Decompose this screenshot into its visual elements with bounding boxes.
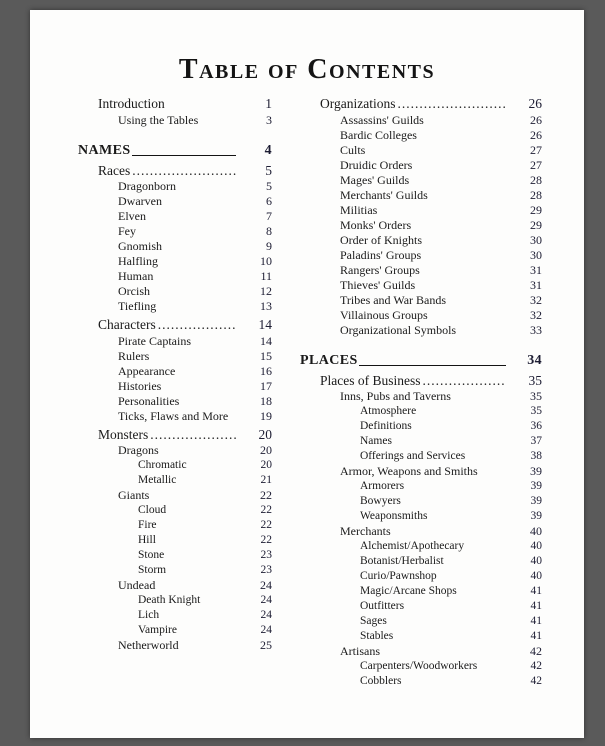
toc-entry-label: Ticks, Flaws and More [118,408,229,423]
toc-entry[interactable] [78,593,272,608]
toc-entry[interactable] [300,113,542,128]
toc-entry-page-number: 39 [530,480,542,492]
toc-entry[interactable] [78,518,272,533]
toc-entry-page-number: 38 [530,450,542,462]
toc-entry[interactable] [78,608,272,623]
toc-entry-label: Introduction [98,96,165,111]
toc-entry-page-number: 19 [260,408,272,423]
toc-entry[interactable] [78,394,272,409]
page-title: Table of Contents [178,54,436,85]
toc-entry[interactable] [78,427,272,444]
toc-entry-page-number: 41 [530,600,542,612]
toc-entry-label: Vampire [138,624,177,636]
toc-entry-page-number: 26 [530,112,542,127]
toc-column-right [300,93,542,689]
toc-entry-label: Villainous Groups [340,307,428,322]
toc-entry[interactable] [78,299,272,314]
toc-entry[interactable] [300,173,542,188]
toc-entry-page-number: 32 [530,292,542,307]
toc-entry-page-number: 8 [266,224,272,238]
toc-entry-page-number: 15 [260,348,272,363]
toc-entry-page-number: 25 [260,638,272,652]
toc-entry[interactable] [78,284,272,299]
toc-entry[interactable] [300,449,542,464]
toc-entry-page-number: 10 [260,254,272,268]
toc-entry-label: Cobblers [360,675,402,687]
toc-entry[interactable] [300,509,542,524]
toc-entry[interactable] [300,419,542,434]
toc-entry-page-number: 26 [528,96,542,111]
toc-entry[interactable] [300,96,542,113]
toc-entry[interactable] [78,578,272,593]
toc-entry-page-number: 12 [260,284,272,298]
toc-entry-label: Undead [118,578,156,592]
toc-column-left [78,93,272,689]
toc-entry-page-number: 16 [260,363,272,378]
toc-entry-label: Organizational Symbols [340,322,457,337]
toc-leader [158,317,236,334]
toc-entry[interactable] [300,351,542,370]
toc-entry[interactable] [78,443,272,458]
toc-entry-page-number: 27 [530,142,542,157]
toc-entry-label: Botanist/Herbalist [360,555,444,567]
toc-entry-page-number: 40 [530,570,542,582]
toc-entry-page-number: 30 [530,247,542,262]
toc-entry-page-number: 42 [530,644,542,658]
toc-entry-page-number: 32 [530,307,542,322]
toc-entry[interactable] [300,494,542,509]
toc-entry-page-number: 3 [266,112,272,127]
toc-entry[interactable] [78,409,272,424]
toc-entry-label: Sages [360,615,387,627]
toc-entry-label: Cults [340,142,366,157]
toc-entry-label: Appearance [118,363,176,378]
toc-entry[interactable] [300,128,542,143]
document-page [30,10,584,738]
toc-entry-label: Places of Business [320,372,421,388]
toc-entry-page-number: 22 [260,488,272,502]
toc-entry[interactable] [78,349,272,364]
toc-entry[interactable] [300,218,542,233]
toc-entry-label: Lich [138,609,160,621]
toc-entry-label: Tiefling [118,299,157,313]
toc-entry-label: Armorers [360,480,405,492]
toc-entry-label: Fire [138,519,157,531]
toc-entry-page-number: 22 [260,504,272,516]
toc-entry-label: Chromatic [138,459,187,471]
toc-entry-page-number: 5 [265,162,272,178]
toc-entry-page-number: 9 [266,239,272,253]
toc-entry-page-number: 35 [530,389,542,403]
toc-entry-label: Paladins' Groups [340,247,422,262]
toc-entry[interactable] [78,254,272,269]
toc-entry[interactable] [78,239,272,254]
toc-leader [359,351,506,366]
toc-entry-page-number: 22 [260,519,272,531]
toc-leader [132,163,236,180]
toc-entry-label: Bardic Colleges [340,127,417,142]
toc-entry[interactable] [300,158,542,173]
toc-entry[interactable] [300,263,542,278]
toc-entry-label: Pirate Captains [118,333,191,348]
toc-entry-label: Races [98,162,131,178]
toc-entry-label: Monsters [98,426,149,442]
toc-entry-label: Hill [138,534,156,546]
toc-entry-label: Stables [360,630,394,642]
toc-entry-label: Stone [138,549,165,561]
toc-entry[interactable] [300,308,542,323]
toc-entry[interactable] [300,599,542,614]
toc-entry-page-number: 5 [266,179,272,193]
toc-entry[interactable] [300,278,542,293]
toc-entry-label: Magic/Arcane Shops [360,585,457,597]
toc-entry-page-number: 24 [260,578,272,592]
toc-entry[interactable] [78,488,272,503]
toc-entry-label: Rulers [118,348,150,363]
toc-entry-label: Militias [340,202,378,217]
toc-entry-page-number: 41 [530,585,542,597]
toc-entry-label: Storm [138,564,167,576]
toc-entry-label: Assassins' Guilds [340,112,424,127]
toc-entry-label: Dwarven [118,194,162,208]
toc-entry[interactable] [300,389,542,404]
toc-entry-label: Fey [118,224,136,238]
toc-entry[interactable] [300,644,542,659]
toc-entry[interactable] [78,334,272,349]
toc-entry[interactable] [300,373,542,390]
toc-entry-label: Using the Tables [118,112,199,127]
toc-entry-page-number: 4 [264,142,272,158]
toc-entry-page-number: 23 [260,564,272,576]
toc-entry-label: Monks' Orders [340,217,412,232]
toc-entry-page-number: 34 [527,352,542,368]
toc-entry-label: Rangers' Groups [340,262,420,277]
toc-entry[interactable] [300,539,542,554]
toc-entry[interactable] [300,674,542,689]
toc-leader [132,141,236,156]
toc-entry-page-number: 26 [530,127,542,142]
toc-entry-label: Curio/Pawnshop [360,570,437,582]
toc-entry-page-number: 20 [258,426,272,442]
toc-entry-page-number: 14 [260,333,272,348]
toc-entry[interactable] [300,203,542,218]
toc-entry-label: Giants [118,488,150,502]
toc-entry-label: Merchants [340,524,391,538]
toc-entry-page-number: 14 [258,317,272,332]
toc-entry[interactable] [78,96,272,113]
toc-entry-page-number: 7 [266,209,272,223]
toc-entry-page-number: 42 [530,675,542,687]
toc-entry-page-number: 39 [530,510,542,522]
toc-entry-page-number: 22 [260,534,272,546]
toc-entry-page-number: 29 [530,202,542,217]
toc-entry-label: PLACES [300,352,358,368]
toc-entry-label: Tribes and War Bands [340,292,447,307]
toc-entry-label: Personalities [118,393,180,408]
toc-entry-page-number: 13 [260,299,272,313]
toc-entry-label: Order of Knights [340,232,422,247]
toc-entry-label: Death Knight [138,594,201,606]
toc-entry[interactable] [300,479,542,494]
toc-entry-label: Histories [118,378,162,393]
toc-entry[interactable] [78,163,272,180]
toc-entry-page-number: 40 [530,524,542,538]
toc-entry-page-number: 28 [530,172,542,187]
toc-entry[interactable] [300,524,542,539]
toc-entry-page-number: 31 [530,277,542,292]
toc-entry-label: Dragonborn [118,179,176,193]
toc-entry-label: Alchemist/Apothecary [360,540,465,552]
toc-entry-page-number: 41 [530,615,542,627]
toc-entry-label: Merchants' Guilds [340,187,428,202]
toc-entry-page-number: 24 [260,624,272,636]
toc-entry-page-number: 41 [530,630,542,642]
toc-entry-label: Human [118,269,154,283]
toc-leader [397,96,506,113]
toc-entry[interactable] [300,293,542,308]
toc-entry[interactable] [300,233,542,248]
toc-entry-label: Thieves' Guilds [340,277,416,292]
toc-entry[interactable] [300,248,542,263]
toc-entry-label: Organizations [320,96,396,111]
toc-entry[interactable] [78,379,272,394]
toc-entry-page-number: 23 [260,549,272,561]
toc-entry-page-number: 17 [260,378,272,393]
toc-entry-page-number: 18 [260,393,272,408]
toc-entry-label: Names [360,435,392,447]
toc-leader [423,373,507,390]
toc-entry-page-number: 40 [530,540,542,552]
toc-entry[interactable] [78,548,272,563]
toc-entry-label: Characters [98,317,156,332]
toc-entry-label: Weaponsmiths [360,510,428,522]
toc-entry[interactable] [78,563,272,578]
toc-entry-label: Offerings and Services [360,450,466,462]
toc-entry-label: Armor, Weapons and Smiths [340,464,478,478]
toc-entry-page-number: 37 [530,435,542,447]
toc-entry-label: Druidic Orders [340,157,413,172]
toc-entry-label: Halfling [118,254,158,268]
toc-entry[interactable] [78,638,272,653]
toc-entry[interactable] [78,209,272,224]
toc-entry[interactable] [78,473,272,488]
toc-leader [150,427,236,444]
toc-entry[interactable] [78,623,272,638]
toc-entry[interactable] [300,614,542,629]
toc-entry[interactable] [300,434,542,449]
toc-content [30,93,584,689]
toc-entry-page-number: 29 [530,217,542,232]
toc-entry-label: Orcish [118,284,150,298]
toc-entry-label: Netherworld [118,638,179,652]
toc-entry-label: Inns, Pubs and Taverns [340,389,451,403]
toc-entry[interactable] [78,179,272,194]
toc-entry-label: Artisans [340,644,380,658]
toc-entry[interactable] [300,584,542,599]
toc-entry-page-number: 24 [260,609,272,621]
toc-entry-page-number: 20 [260,459,272,471]
toc-entry-page-number: 24 [260,594,272,606]
toc-entry-page-number: 28 [530,187,542,202]
toc-entry-label: NAMES [78,142,131,158]
toc-entry-page-number: 1 [265,96,272,111]
toc-entry[interactable] [300,404,542,419]
toc-entry[interactable] [78,113,272,128]
toc-entry[interactable] [300,569,542,584]
toc-entry[interactable] [300,464,542,479]
toc-entry[interactable] [78,364,272,379]
toc-entry-label: Carpenters/Woodworkers [360,660,478,672]
toc-entry[interactable] [300,143,542,158]
toc-entry[interactable] [300,554,542,569]
toc-entry-label: Bowyers [360,495,401,507]
toc-entry-label: Outfitters [360,600,405,612]
toc-entry-page-number: 30 [530,232,542,247]
toc-entry-label: Gnomish [118,239,163,253]
toc-entry[interactable] [78,317,272,334]
toc-entry-label: Mages' Guilds [340,172,410,187]
toc-entry-page-number: 35 [530,405,542,417]
toc-entry-label: Cloud [138,504,167,516]
toc-entry-page-number: 6 [266,194,272,208]
toc-entry[interactable] [300,323,542,338]
toc-entry-label: Dragons [118,443,159,457]
toc-entry[interactable] [78,533,272,548]
toc-entry-page-number: 36 [530,420,542,432]
toc-entry[interactable] [300,629,542,644]
toc-entry-page-number: 11 [260,269,272,283]
toc-entry-page-number: 39 [530,464,542,478]
toc-entry[interactable] [78,458,272,473]
toc-entry-page-number: 27 [530,157,542,172]
toc-entry[interactable] [78,503,272,518]
toc-entry[interactable] [78,269,272,284]
toc-entry[interactable] [300,188,542,203]
toc-entry[interactable] [78,194,272,209]
toc-entry-label: Elven [118,209,146,223]
toc-entry[interactable] [300,659,542,674]
toc-entry-label: Metallic [138,474,177,486]
toc-entry-page-number: 21 [260,474,272,486]
toc-entry[interactable] [78,224,272,239]
toc-entry-page-number: 31 [530,262,542,277]
toc-entry[interactable] [78,141,272,160]
toc-entry-page-number: 39 [530,495,542,507]
toc-entry-label: Definitions [360,420,412,432]
toc-entry-page-number: 42 [530,660,542,672]
toc-entry-page-number: 20 [260,443,272,457]
toc-entry-label: Atmosphere [360,405,417,417]
toc-entry-page-number: 40 [530,555,542,567]
toc-entry-page-number: 35 [528,372,542,388]
toc-entry-page-number: 33 [530,322,542,337]
